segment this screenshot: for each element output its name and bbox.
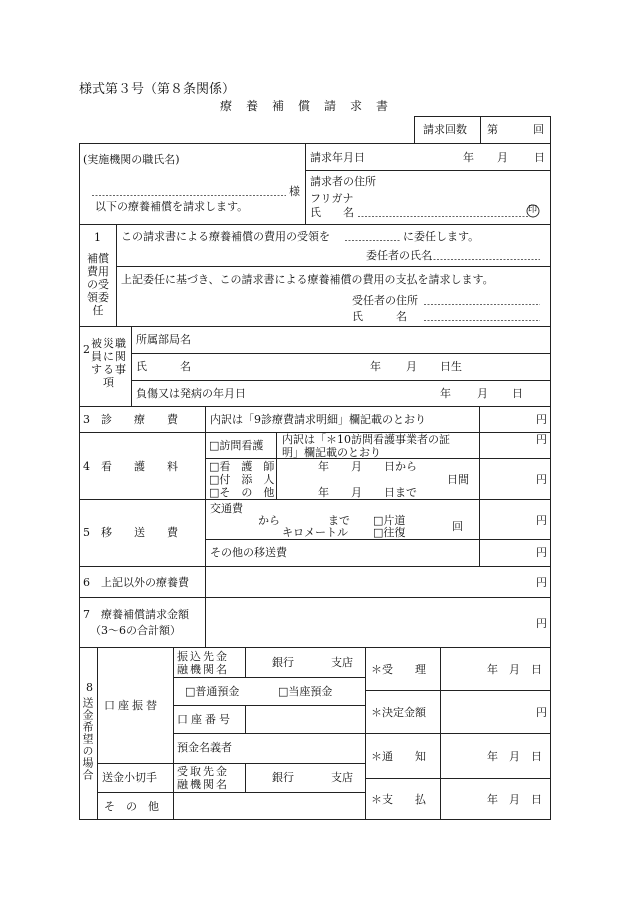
section1-line1: この請求書による療養補償の費用の受領を	[121, 230, 330, 243]
date-label: 請求年月日	[310, 151, 365, 164]
received-date: 年 月 日	[487, 663, 542, 676]
section1-number: 1	[94, 231, 101, 244]
section4-unit: 円	[536, 473, 547, 486]
bank-label-1: 振込先金	[177, 650, 229, 663]
notice-label: ＊通 知	[371, 750, 426, 763]
furigana-label: フリガナ	[310, 192, 354, 205]
other-transport-unit: 円	[536, 546, 547, 559]
attendant-checkbox[interactable]: □付 添 人	[209, 473, 275, 486]
bank-label-2: 融機関名	[177, 663, 229, 676]
date-month: 月	[497, 151, 508, 164]
transport-to: まで	[328, 514, 350, 527]
section4-label: 4 看 護 料	[83, 460, 178, 473]
transport-from: から	[258, 514, 280, 527]
transport-label: 交通費	[210, 502, 243, 515]
employee-name-label: 氏 名	[136, 360, 191, 373]
section6-label: 6 上記以外の療養費	[83, 576, 189, 589]
section3-detail: 内訳は「9診療費請求明細」欄記載のとおり	[210, 413, 426, 426]
decided-amount-label: ＊決定金額	[371, 706, 426, 719]
round-trip-checkbox[interactable]: □往復	[373, 526, 406, 539]
section2-heading: 被災職員に関する事項	[91, 337, 127, 389]
delegatee-address-label: 受任者の住所	[352, 294, 418, 307]
form-id: 様式第３号（第８条関係）	[79, 82, 236, 97]
branch-label: 支店	[331, 656, 353, 669]
section7-unit: 円	[536, 617, 547, 630]
section3-label: 3 診 療 費	[83, 413, 178, 426]
times-label: 回	[452, 520, 463, 533]
section1-line1-end: に委任します。	[403, 230, 480, 243]
date-year: 年	[463, 151, 474, 164]
notice-date: 年 月 日	[487, 750, 542, 763]
agency-label: (実施機関の職氏名)	[83, 153, 180, 166]
days-label: 日間	[447, 473, 469, 486]
receiver-bank-label: 銀行	[272, 771, 294, 784]
one-way-checkbox[interactable]: □片道	[373, 514, 406, 527]
account-transfer-label: 口座振替	[104, 699, 160, 712]
birth-month: 月	[406, 360, 417, 373]
other-method-label: そ の 他	[104, 800, 159, 813]
section1-heading: 補償費用の受領委任	[87, 252, 109, 317]
from-date: 年 月 日から	[318, 460, 417, 473]
section8-heading: 送金希望の場合	[81, 697, 94, 781]
money-order-label: 送金小切手	[102, 771, 157, 784]
section7-sublabel: （3～6の合計額）	[90, 624, 181, 637]
claim-count-prefix: 第	[487, 123, 498, 136]
receiver-label-1: 受取先金	[177, 765, 229, 778]
address-label: 請求者の住所	[310, 175, 376, 188]
current-deposit-checkbox[interactable]: □当座預金	[278, 685, 333, 698]
section5-label: 5 移 送 費	[83, 526, 178, 539]
nurse-checkbox[interactable]: □看 護 師	[209, 460, 275, 473]
other-checkbox[interactable]: □そ の 他	[209, 486, 275, 499]
visiting-detail-1: 内訳は「＊10訪問看護事業者の証	[282, 433, 450, 446]
section6-unit: 円	[536, 576, 547, 589]
section7-label: 7 療養補償請求金額	[83, 608, 189, 621]
request-text: 以下の療養補償を請求します。	[95, 200, 249, 213]
receiver-branch-label: 支店	[331, 771, 353, 784]
honorific: 様	[289, 185, 300, 198]
seal-mark: 印	[528, 205, 538, 215]
bank-label: 銀行	[272, 656, 294, 669]
km-label: キロメートル	[282, 526, 348, 539]
to-date: 年 月 日まで	[318, 486, 417, 499]
claim-count-suffix: 回	[533, 123, 544, 136]
birth-year: 年	[370, 360, 381, 373]
date-day: 日	[534, 151, 545, 164]
injury-date-label: 負傷又は発病の年月日	[136, 387, 246, 400]
delegatee-name-label: 氏 名	[352, 310, 407, 323]
other-transport-label: その他の移送費	[210, 546, 287, 559]
ordinary-deposit-checkbox[interactable]: □普通預金	[185, 685, 240, 698]
claim-count-label: 請求回数	[423, 123, 467, 136]
page-title: 療 養 補 償 請 求 書	[220, 99, 390, 113]
injury-day: 日	[512, 387, 523, 400]
birth-suffix: 日生	[440, 360, 462, 373]
section2-number: 2	[83, 343, 90, 356]
payment-label: ＊支 払	[371, 793, 426, 806]
decided-amount-unit: 円	[536, 706, 547, 719]
section3-unit: 円	[536, 413, 547, 426]
section8-number: 8	[86, 681, 93, 694]
payment-date: 年 月 日	[487, 793, 542, 806]
visiting-detail-2: 明」欄記載のとおり	[282, 446, 381, 459]
visiting-unit: 円	[536, 433, 547, 446]
delegate-name-label: 委任者の氏名	[366, 249, 432, 262]
name-label: 氏 名	[310, 206, 354, 219]
injury-year: 年	[440, 387, 451, 400]
received-label: ＊受 理	[371, 663, 426, 676]
transport-unit: 円	[536, 514, 547, 527]
account-holder-label: 預金名義者	[177, 741, 232, 754]
visiting-nurse-checkbox[interactable]: □訪問看護	[209, 439, 264, 452]
section1-line2: 上記委任に基づき、この請求書による療養補償の費用の支払を請求します。	[121, 273, 494, 286]
injury-month: 月	[477, 387, 488, 400]
department-label: 所属部局名	[136, 333, 191, 346]
account-number-label: 口座番号	[177, 713, 233, 726]
receiver-label-2: 融機関名	[177, 778, 229, 791]
